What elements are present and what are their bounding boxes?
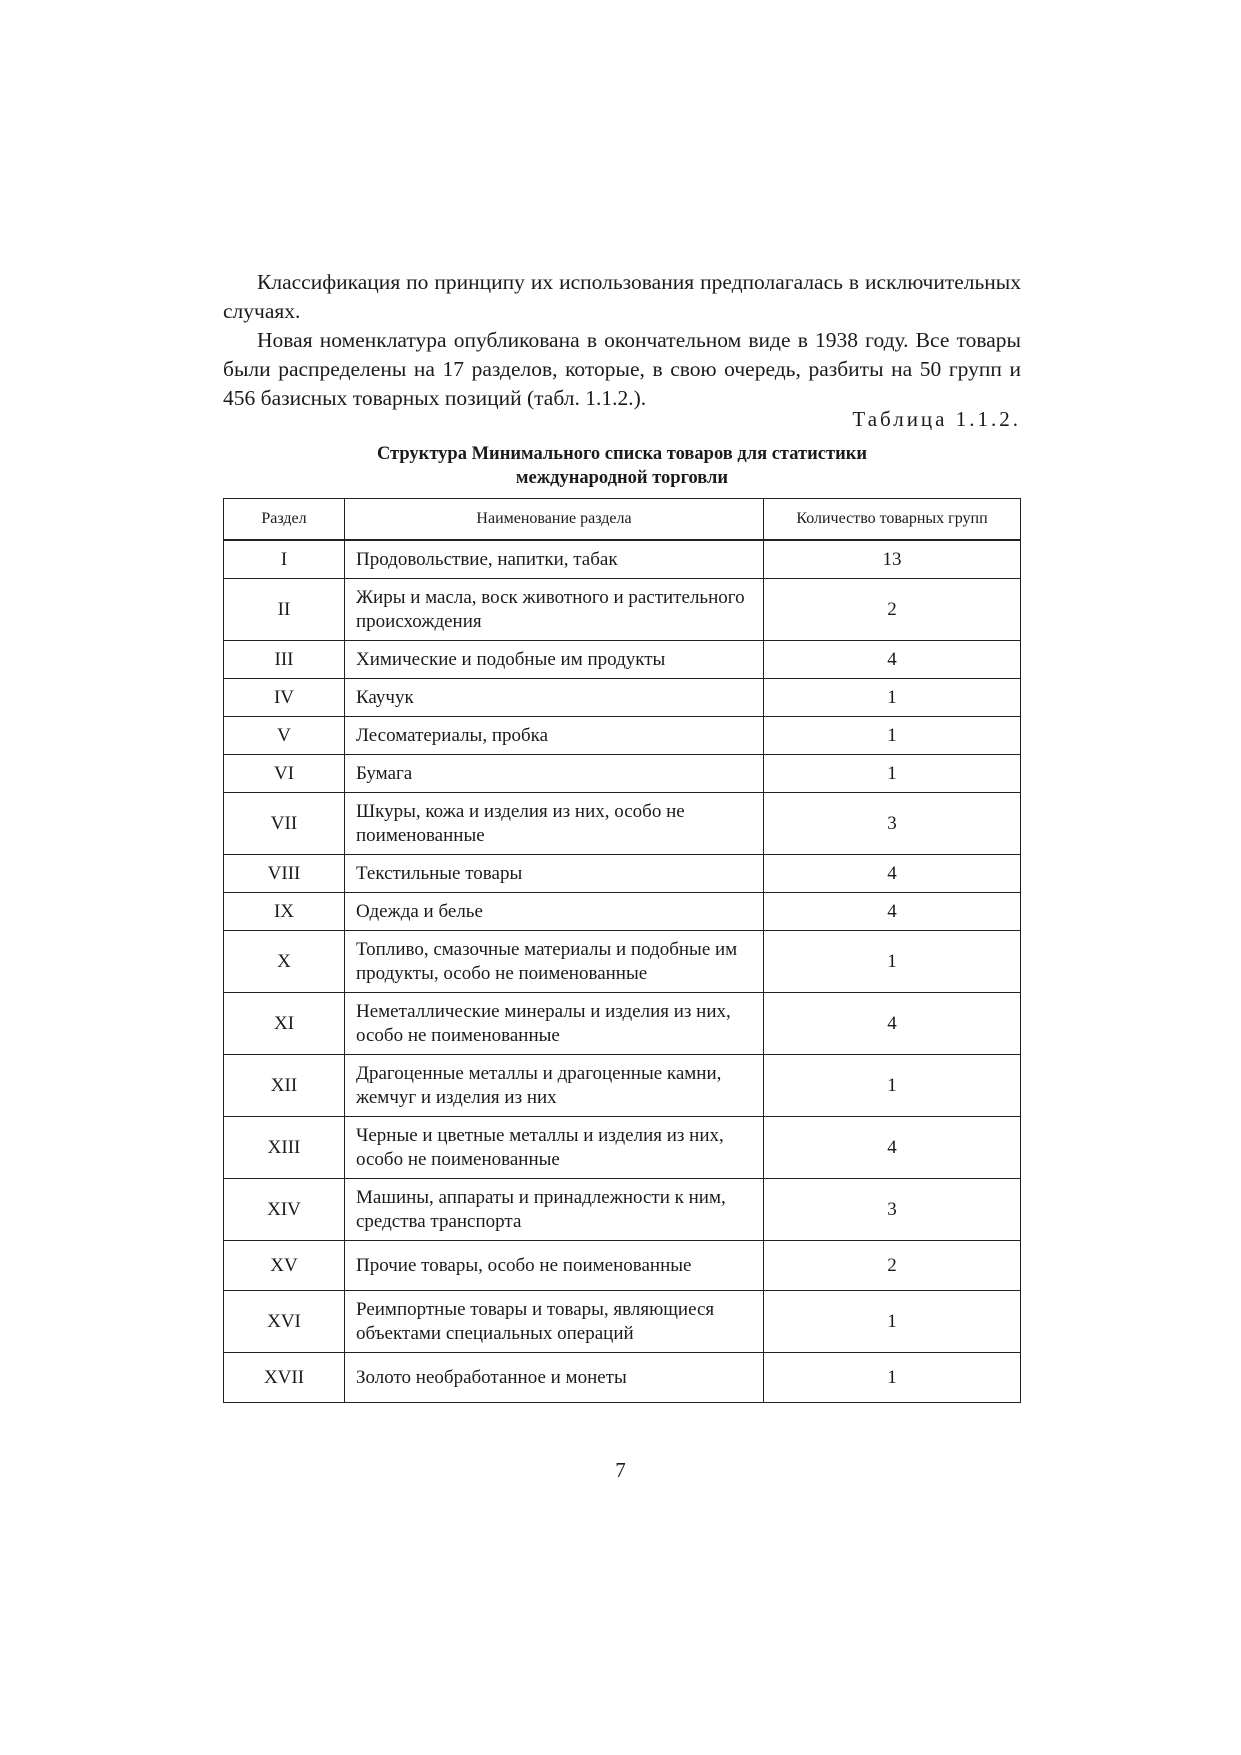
table-row	[224, 540, 1021, 579]
cell-section: III	[224, 641, 345, 679]
cell-name: Золото необработанное и монеты	[345, 1353, 764, 1403]
table-row	[224, 993, 1021, 1055]
header-name: Наименование раздела	[345, 499, 764, 541]
cell-section: XVI	[224, 1291, 345, 1353]
paragraph-1: Классификация по принципу их использования предполагалась в исключительных случаях.	[223, 270, 1021, 323]
cell-name: Текстильные товары	[345, 855, 764, 893]
table-title-line-2: международной торговли	[515, 468, 729, 488]
cell-section: IX	[224, 893, 345, 931]
table-row	[224, 579, 1021, 641]
cell-count: 4	[764, 993, 1021, 1055]
cell-name: Топливо, смазочные материалы и подобные им продукты, особо не поименованные	[345, 931, 764, 993]
cell-name: Бумага	[345, 755, 764, 793]
cell-count: 1	[764, 1291, 1021, 1353]
cell-count: 3	[764, 793, 1021, 855]
cell-section: I	[224, 540, 345, 579]
table-row	[224, 793, 1021, 855]
cell-section: V	[224, 717, 345, 755]
cell-name: Жиры и масла, воск животного и растительного происхождения	[345, 579, 764, 641]
table-row	[224, 893, 1021, 931]
cell-name: Реимпортные товары и товары, являющиеся объектами специальных операций	[345, 1291, 764, 1353]
cell-count: 3	[764, 1179, 1021, 1241]
cell-section: XVII	[224, 1353, 345, 1403]
cell-name: Драгоценные металлы и драгоценные камни, жемчуг и изделия из них	[345, 1055, 764, 1117]
table-row	[224, 755, 1021, 793]
cell-name: Машины, аппараты и принадлежности к ним, средства транспорта	[345, 1179, 764, 1241]
cell-section: XIV	[224, 1179, 345, 1241]
table-row	[224, 1353, 1021, 1403]
table-row	[224, 855, 1021, 893]
cell-section: XII	[224, 1055, 345, 1117]
paragraph-2: Новая номенклатура опубликована в окончательном виде в 1938 году. Все товары были распределены на 17 разделов, которые, в свою очередь, разбиты на 50 групп и 456 базисных товарных позиций (табл. 1.1.2.).	[223, 328, 1021, 410]
cell-name: Неметаллические минералы и изделия из них, особо не поименованные	[345, 993, 764, 1055]
cell-section: VII	[224, 793, 345, 855]
cell-count: 4	[764, 1117, 1021, 1179]
cell-section: X	[224, 931, 345, 993]
cell-section: IV	[224, 679, 345, 717]
cell-count: 1	[764, 679, 1021, 717]
table-row	[224, 1291, 1021, 1353]
cell-count: 4	[764, 641, 1021, 679]
header-count: Количество товарных групп	[764, 499, 1021, 541]
cell-count: 1	[764, 717, 1021, 755]
table-row	[224, 931, 1021, 993]
cell-name: Каучук	[345, 679, 764, 717]
table-row	[224, 1179, 1021, 1241]
cell-count: 1	[764, 755, 1021, 793]
cell-section: VI	[224, 755, 345, 793]
sections-table	[223, 498, 1021, 1403]
cell-name: Продовольствие, напитки, табак	[345, 540, 764, 579]
cell-section: XIII	[224, 1117, 345, 1179]
cell-section: XI	[224, 993, 345, 1055]
table-title	[223, 442, 1021, 490]
cell-count: 2	[764, 579, 1021, 641]
cell-count: 1	[764, 931, 1021, 993]
table-row	[224, 717, 1021, 755]
table-label: Таблица 1.1.2.	[852, 407, 1021, 431]
cell-section: II	[224, 579, 345, 641]
cell-name: Одежда и белье	[345, 893, 764, 931]
table-header-row	[224, 499, 1021, 541]
cell-count: 13	[764, 540, 1021, 579]
header-section: Раздел	[224, 499, 345, 541]
cell-count: 4	[764, 893, 1021, 931]
page-number: 7	[615, 1458, 626, 1482]
cell-name: Черные и цветные металлы и изделия из них, особо не поименованные	[345, 1117, 764, 1179]
cell-name: Прочие товары, особо не поименованные	[345, 1241, 764, 1291]
cell-count: 2	[764, 1241, 1021, 1291]
cell-count: 1	[764, 1055, 1021, 1117]
table-title-line-1: Структура Минимального списка товаров для статистики	[376, 444, 868, 464]
table-row	[224, 679, 1021, 717]
body-text	[223, 268, 1021, 413]
cell-name: Химические и подобные им продукты	[345, 641, 764, 679]
cell-name: Шкуры, кожа и изделия из них, особо не поименованные	[345, 793, 764, 855]
table-row	[224, 1117, 1021, 1179]
cell-section: VIII	[224, 855, 345, 893]
cell-count: 4	[764, 855, 1021, 893]
cell-count: 1	[764, 1353, 1021, 1403]
table-row	[224, 1241, 1021, 1291]
cell-section: XV	[224, 1241, 345, 1291]
table-row	[224, 1055, 1021, 1117]
cell-name: Лесоматериалы, пробка	[345, 717, 764, 755]
table-row	[224, 641, 1021, 679]
